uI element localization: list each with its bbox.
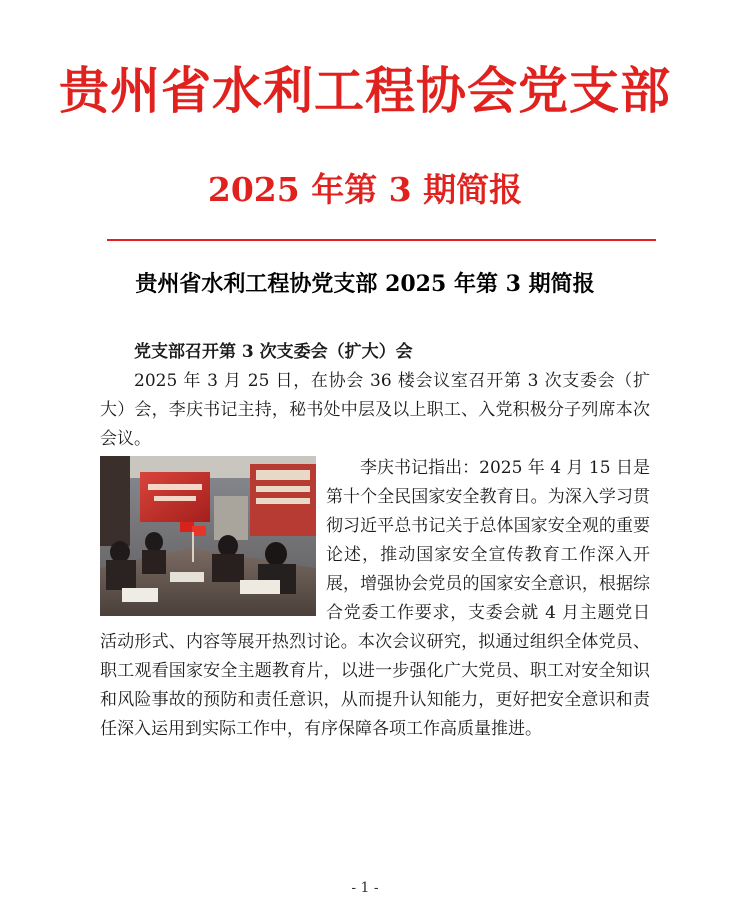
issue-number: 2025 年第 3 期简报	[207, 170, 523, 209]
article-body	[100, 338, 650, 744]
masthead-title: 贵州省水利工程协会党支部	[59, 61, 671, 120]
article-paragraph-1: 2025 年 3 月 25 日，在协会 36 楼会议室召开第 3 次支委会（扩大）会，李庆书记主持，秘书处中层及以上职工、入党积极分子列席本次会议。	[100, 371, 650, 449]
meeting-photo	[100, 456, 316, 616]
page-number: - 1 -	[351, 880, 379, 896]
red-divider-line	[107, 239, 656, 241]
article-heading: 党支部召开第 3 次支委会（扩大）会	[134, 342, 413, 362]
article-paragraph-2: 李庆书记指出：2025 年 4 月 15 日是第十个全民国家安全教育日。为深入学习贯彻习近平总书记关于总体国家安全观的重要论述，推动国家安全宣传教育工作深入开展，增强协会党员的国家安全意识，根据综合党委工作要求，支委会就 4 月主题党日活动形式、内容等展开热烈讨论。本次会议研究，拟通过组织全体党员、职工观看国家安全主题教育片，以进一步强化广大党员、职工对安全知识和风险事故的预防和责任意识，从而提升认知能力，更好把安全意识和责任深入运用到实际工作中，有序保障各项工作高质量推进。	[100, 458, 650, 739]
document-title: 贵州省水利工程协党支部 2025 年第 3 期简报	[135, 271, 595, 297]
